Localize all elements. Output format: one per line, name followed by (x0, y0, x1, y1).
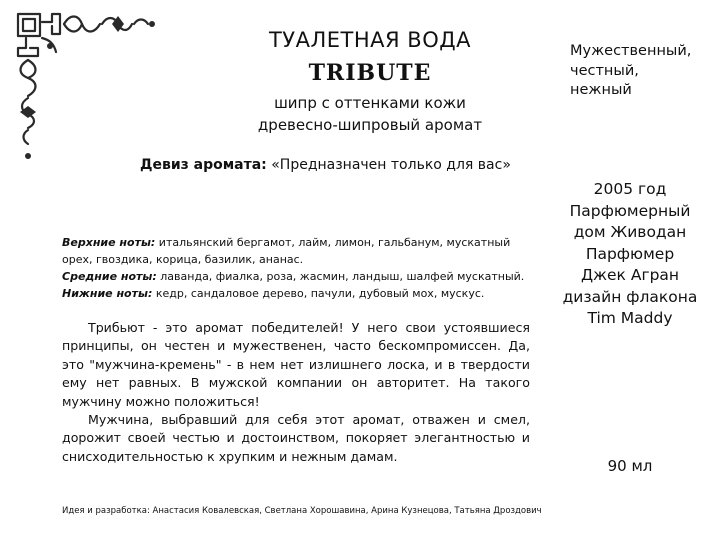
fact-item: 2005 год (593, 180, 667, 198)
trait-item: Мужественный, (570, 43, 692, 59)
top-notes (62, 234, 532, 268)
fact-item: Tim Maddy (587, 309, 673, 327)
fragrance-notes (62, 234, 532, 302)
description-paragraph-2: Мужчина, выбравший для себя этот аромат, отважен и смел, дорожит своей честью и достоинством, покоряет элегантностью и снисходительностью к хрупким и нежным дамам. (62, 412, 530, 464)
base-notes-label: Нижние ноты: (62, 287, 153, 300)
credits: Идея и разработка: Анастасия Ковалевская, Светлана Хорошавина, Арина Кузнецова, Татьяна Дроздович (62, 506, 542, 516)
top-notes-label: Верхние ноты: (62, 236, 156, 249)
middle-notes-text: лаванда, фиалка, роза, жасмин, ландыш, шалфей мускатный. (156, 270, 525, 283)
fragrance-family (240, 92, 500, 136)
fact-item: дом Живодан (573, 223, 687, 241)
product-name: TRIBUTE (308, 60, 432, 86)
trait-item: честный, (570, 62, 639, 79)
top-notes-text: итальянский бергамот, лайм, лимон, гальбанум, мускатный орех, гвоздика, корица, базилик, ананас. (62, 236, 511, 266)
traits-list (570, 42, 706, 101)
base-notes (62, 285, 532, 302)
corner-ornament-icon (12, 8, 162, 168)
facts-list (562, 179, 698, 330)
fragrance-family-line-2: древесно-шипровый аромат (257, 116, 483, 134)
middle-notes-label: Средние ноты: (62, 270, 157, 283)
motto-text: «Предназначен только для вас» (266, 157, 511, 173)
motto (140, 157, 511, 173)
fragrance-family-line-1: шипр с оттенками кожи (274, 94, 466, 112)
volume: 90 мл (607, 457, 653, 475)
product-type-heading: ТУАЛЕТНАЯ ВОДА (268, 28, 471, 52)
trait-item: нежный (570, 82, 632, 98)
middle-notes (62, 268, 532, 285)
fact-item: Джек Агран (580, 266, 680, 284)
motto-label: Девиз аромата: (140, 157, 267, 173)
description-paragraph-1: Трибьют - это аромат победителей! У него свои устоявшиеся принципы, он честен и мужественен, часто бескомпромиссен. Да, это "мужчина-кремень" - в нем нет излишнего лоска, и в твердости ему нет равных. В мужской компании он авторитет. На такого мужчину можно положиться! (62, 320, 530, 409)
base-notes-text: кедр, сандаловое дерево, пачули, дубовый мох, мускус. (152, 287, 485, 300)
fact-item: Парфюмер (585, 244, 675, 263)
description (62, 319, 530, 466)
fact-item: дизайн флакона (562, 287, 698, 306)
fact-item: Парфюмерный (569, 201, 691, 220)
